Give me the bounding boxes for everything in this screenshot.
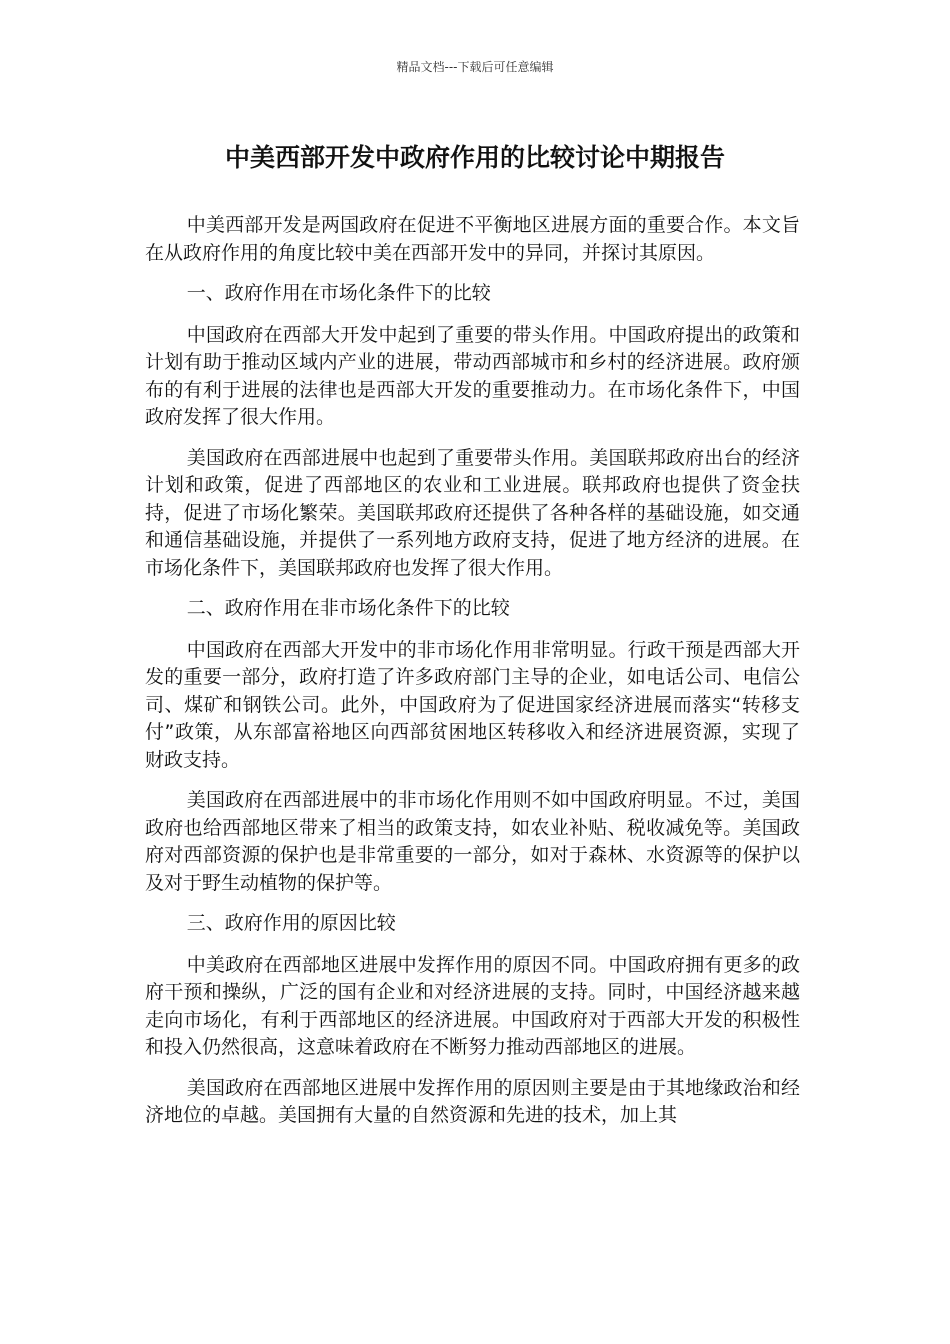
intro-paragraph: 中美西部开发是两国政府在促进不平衡地区进展方面的重要合作。本文旨在从政府作用的角度比较中美在西部开发中的异同，并探讨其原因。 (145, 214, 800, 264)
section-heading-3: 三、政府作用的原因比较 (186, 912, 396, 934)
header-note: 精品文档---下载后可任意编辑 (396, 60, 554, 74)
body-paragraph: 中国政府在西部大开发中起到了重要的带头作用。中国政府提出的政策和计划有助于推动区域内产业的进展，带动西部城市和乡村的经济进展。政府颁布的有利于进展的法律也是西部大开发的重要推动力。在市场化条件下，中国政府发挥了很大作用。 (145, 323, 800, 428)
body-paragraph: 中国政府在西部大开发中的非市场化作用非常明显。行政干预是西部大开发的重要一部分，政府打造了许多政府部门主导的企业，如电话公司、电信公司、煤矿和钢铁公司。此外，中国政府为了促进国家经济进展而落实“转移支付”政策，从东部富裕地区向西部贫困地区转移收入和经济进展资源，实现了财政支持。 (145, 638, 800, 771)
body-paragraph: 美国政府在西部进展中也起到了重要带头作用。美国联邦政府出台的经济计划和政策，促进了西部地区的农业和工业进展。联邦政府也提供了资金扶持，促进了市场化繁荣。美国联邦政府还提供了各种各样的基础设施，如交通和通信基础设施，并提供了一系列地方政府支持，促进了地方经济的进展。在市场化条件下，美国联邦政府也发挥了很大作用。 (145, 446, 800, 579)
body-paragraph: 中美政府在西部地区进展中发挥作用的原因不同。中国政府拥有更多的政府干预和操纵，广泛的国有企业和对经济进展的支持。同时，中国经济越来越走向市场化，有利于西部地区的经济进展。中国政府对于西部大开发的积极性和投入仍然很高，这意味着政府在不断努力推动西部地区的进展。 (145, 953, 800, 1058)
section-heading-2: 二、政府作用在非市场化条件下的比较 (186, 597, 510, 619)
document-body (145, 212, 800, 1143)
body-paragraph: 美国政府在西部进展中的非市场化作用则不如中国政府明显。不过，美国政府也给西部地区带来了相当的政策支持，如农业补贴、税收减免等。美国政府对西部资源的保护也是非常重要的一部分，如对于森林、水资源等的保护以及对于野生动植物的保护等。 (145, 789, 800, 894)
body-paragraph: 美国政府在西部地区进展中发挥作用的原因则主要是由于其地缘政治和经济地位的卓越。美国拥有大量的自然资源和先进的技术，加上其 (145, 1076, 800, 1126)
section-heading-1: 一、政府作用在市场化条件下的比较 (186, 282, 491, 304)
document-title: 中美西部开发中政府作用的比较讨论中期报告 (224, 143, 725, 172)
